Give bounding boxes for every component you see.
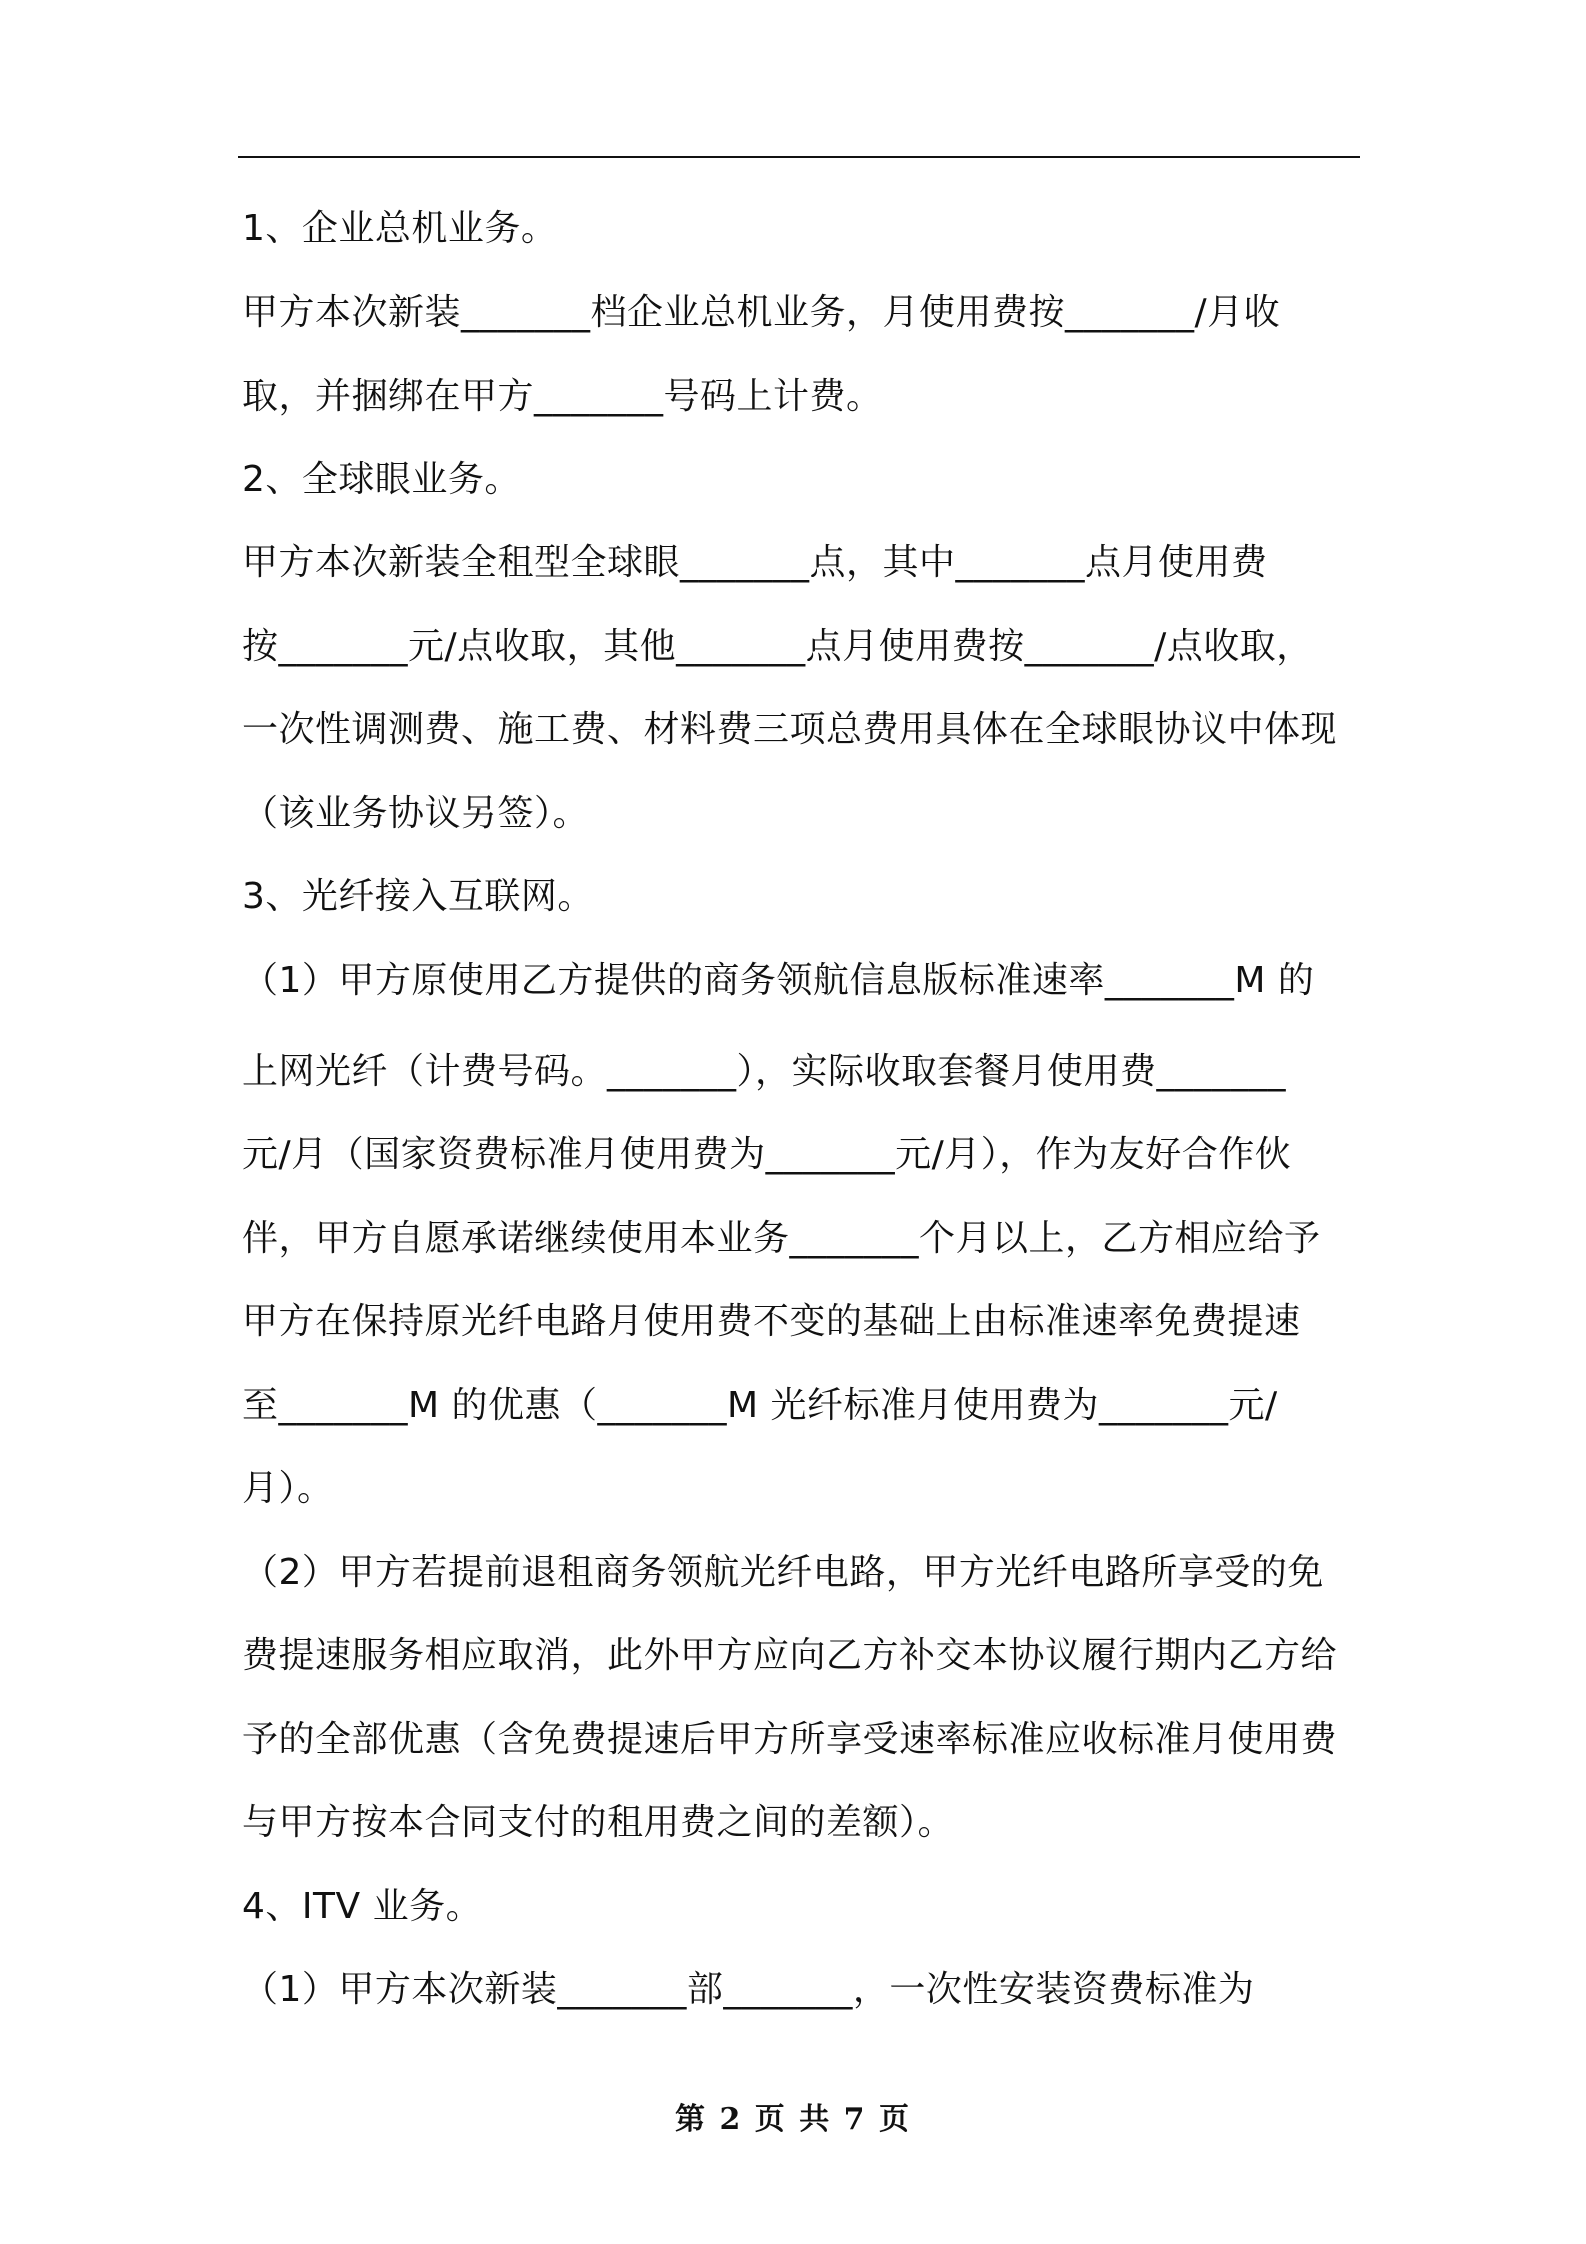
text-line: 费提速服务相应取消，此外甲方应向乙方补交本协议履行期内乙方给 xyxy=(242,1635,1338,1676)
text-line: 月）。 xyxy=(242,1468,334,1509)
text-line: 4、ITV 业务。 xyxy=(242,1886,483,1927)
text-line: 2、全球眼业务。 xyxy=(242,459,521,500)
text-line: 上网光纤（计费号码。_______），实际收取套餐月使用费_______ xyxy=(242,1051,1287,1092)
text-line: 甲方在保持原光纤电路月使用费不变的基础上由标准速率免费提速 xyxy=(242,1301,1301,1342)
page-number: 第 2 页 共 7 页 xyxy=(675,2102,911,2137)
text-line: （2）甲方若提前退租商务领航光纤电路，甲方光纤电路所享受的免 xyxy=(242,1552,1324,1593)
text-line: 甲方本次新装_______档企业总机业务，月使用费按_______/月收 xyxy=(242,292,1281,333)
text-line: （该业务协议另签）。 xyxy=(242,793,590,834)
text-line: 1、企业总机业务。 xyxy=(242,208,558,249)
text-line: 一次性调测费、施工费、材料费三项总费用具体在全球眼协议中体现 xyxy=(242,709,1338,750)
text-line: 元/月（国家资费标准月使用费为_______元/月），作为友好合作伙 xyxy=(242,1134,1292,1175)
text-line: 3、光纤接入互联网。 xyxy=(242,876,594,917)
text-line: 取，并捆绑在甲方_______号码上计费。 xyxy=(242,376,883,417)
text-line: （1）甲方本次新装_______部_______，一次性安装资费标准为 xyxy=(242,1969,1255,2010)
text-line: 与甲方按本合同支付的租用费之间的差额）。 xyxy=(242,1802,955,1843)
text-line: （1）甲方原使用乙方提供的商务领航信息版标准速率_______M 的 xyxy=(242,960,1315,1001)
header-rule xyxy=(238,156,1360,158)
text-line: 至_______M 的优惠（_______M 光纤标准月使用费为_______元/ xyxy=(242,1385,1278,1426)
text-line: 伴，甲方自愿承诺继续使用本业务_______个月以上，乙方相应给予 xyxy=(242,1218,1321,1259)
text-line: 甲方本次新装全租型全球眼_______点，其中_______点月使用费 xyxy=(242,542,1268,583)
text-line: 按_______元/点收取，其他_______点月使用费按_______/点收取， xyxy=(242,626,1313,667)
text-line: 予的全部优惠（含免费提速后甲方所享受速率标准应收标准月使用费 xyxy=(242,1719,1338,1760)
